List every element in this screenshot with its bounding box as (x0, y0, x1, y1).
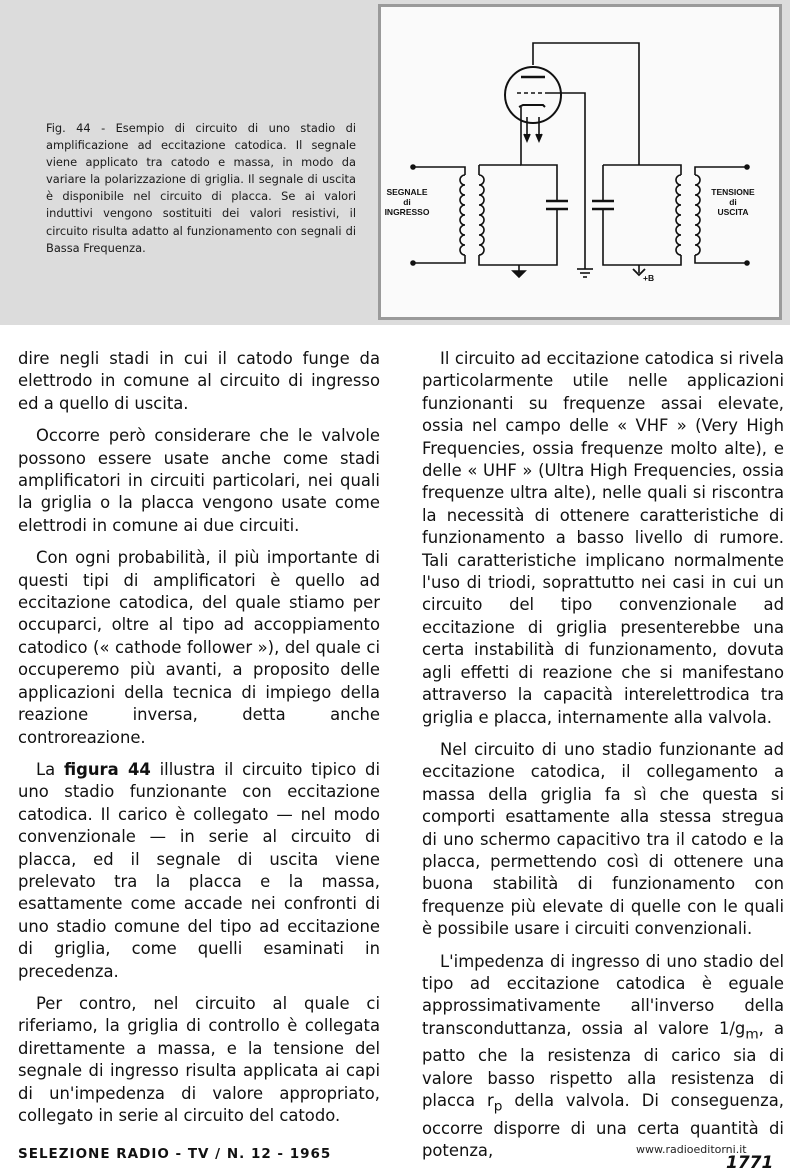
subscript: p (493, 1098, 503, 1115)
paragraph (422, 951, 784, 1163)
website-watermark: www.radioeditorni.it (636, 1143, 747, 1156)
figure-panel (0, 0, 790, 325)
output-label-3: USCITA (717, 207, 749, 217)
left-column (18, 348, 380, 1127)
input-label-3: INGRESSO (384, 207, 430, 217)
output-label-1: TENSIONE (711, 187, 755, 197)
ground-icon-grid (577, 269, 593, 277)
paragraph: Nel circuito di uno stadio funzionante ad eccitazione catodica, il collegamento a massa della griglia fa sì che questa si comporti esattamente alla stessa stregua di uno schermo capacitivo tra il catodo e la placca, permettendo così di ottenere una buona stabilità di funzionamento con frequenze più elevate di quelle con le quali è possibile usare i circuiti convenzionali. (422, 739, 784, 939)
schematic-frame (378, 4, 782, 320)
text-span: , a patto che la resistenza di carico sia di valore basso rispetto alla resistenza di placca r (422, 1018, 784, 1111)
page-number: 1771 (726, 1153, 774, 1173)
text-span: della valvola. Di conseguenza, occorre disporre di una certa quantità di potenza, (422, 1091, 784, 1161)
plate-wire (533, 43, 639, 165)
right-column (422, 348, 784, 1163)
paragraph: Con ogni probabilità, il più importante di questi tipi di amplificatori è quello ad eccitazione catodica, del quale stiamo per occuparci, oltre al tipo ad accoppiamento catodico (« cathode follower »), del quale ci occuperemo più avanti, a proposito delle applicazioni della tecnica di impiego della reazione inversa, detta anche controreazione. (18, 548, 380, 747)
grid-wire (549, 93, 585, 269)
paragraph: Il circuito ad eccitazione catodica si rivela particolarmente utile nelle applicazioni funzionanti su frequenze assai elevate, ossia nel campo delle « VHF » (Very High Frequencies, ossia frequenze molto alte), e delle « UHF » (Ultra High Frequencies, ossia frequenze ultra alte), nelle quali si riscontra la necessità di ottenere caratteristiche di funzionamento a basso livello di rumore. Tali caratteristiche implicano normalmente l'uso di triodi, soprattutto nei casi in cui un circuito del tipo convenzionale ad eccitazione di griglia presenterebbe una certa instabilità di funzionamento, dovuta agli effetti di reazione che si manifestano attraverso la capacità interelettrodica tra griglia e placca, internamente alla valvola. (422, 349, 784, 727)
output-tank-circuit (592, 165, 749, 275)
subscript: m (745, 1026, 759, 1043)
text-span: La (36, 759, 64, 779)
output-label-2: di (729, 197, 737, 207)
text-span: illustra il circuito tipico di uno stadio funzionante con eccitazione catodica. Il carico è collegato — nel modo convenzionale — in serie al circuito di placca, ed il segnale di uscita viene prelevato tra la placca e la massa, esattamente come accade nei confronti di uno stadio comune del tipo ad eccitazione di griglia, come quelli esaminati in precedenza. (18, 759, 380, 981)
input-label-2: di (403, 197, 411, 207)
paragraph: Occorre però considerare che le valvole possono essere usate anche come stadi amplificatori in circuiti particolari, nei quali la griglia o la placca vengono usate come elettrodi in comune ai due circuiti. (18, 426, 380, 535)
paragraph: Per contro, nel circuito al quale ci riferiamo, la griglia di controllo è collegata direttamente a massa, e la tensione del segnale di ingresso risulta applicata ai capi di un'impedenza di valore appropriato, collegato in serie al circuito del catodo. (18, 993, 380, 1125)
paragraph: dire negli stadi in cui il catodo funge da elettrodo in comune al circuito di ingresso ed a quello di uscita. (18, 349, 380, 413)
input-label-1: SEGNALE (386, 187, 428, 197)
circuit-schematic (381, 7, 779, 317)
input-tank-circuit (411, 165, 568, 277)
triode-tube-icon (505, 67, 561, 141)
journal-footer: SELEZIONE RADIO - TV / N. 12 - 1965 (18, 1146, 332, 1162)
figure-reference: figura 44 (63, 759, 151, 779)
paragraph (18, 759, 380, 983)
text-span: L'impedenza di ingresso di uno stadio del tipo ad eccitazione catodica è eguale approssimativamente all'inverso della transconduttanza, ossia al valore 1/g (422, 951, 784, 1038)
figure-caption: Fig. 44 - Esempio di circuito di uno stadio di amplificazione ad eccitazione catodica. Il segnale viene applicato tra catodo e massa, in modo da variare la polarizzazione di griglia. Il segnale di uscita è disponibile nel circuito di placca. Se ai valori induttivi vengono sostituiti dei valori resistivi, il circuito risulta adatto al funzionamento con segnali di Bassa Frequenza. (46, 121, 356, 255)
supply-label: +B (643, 273, 655, 283)
